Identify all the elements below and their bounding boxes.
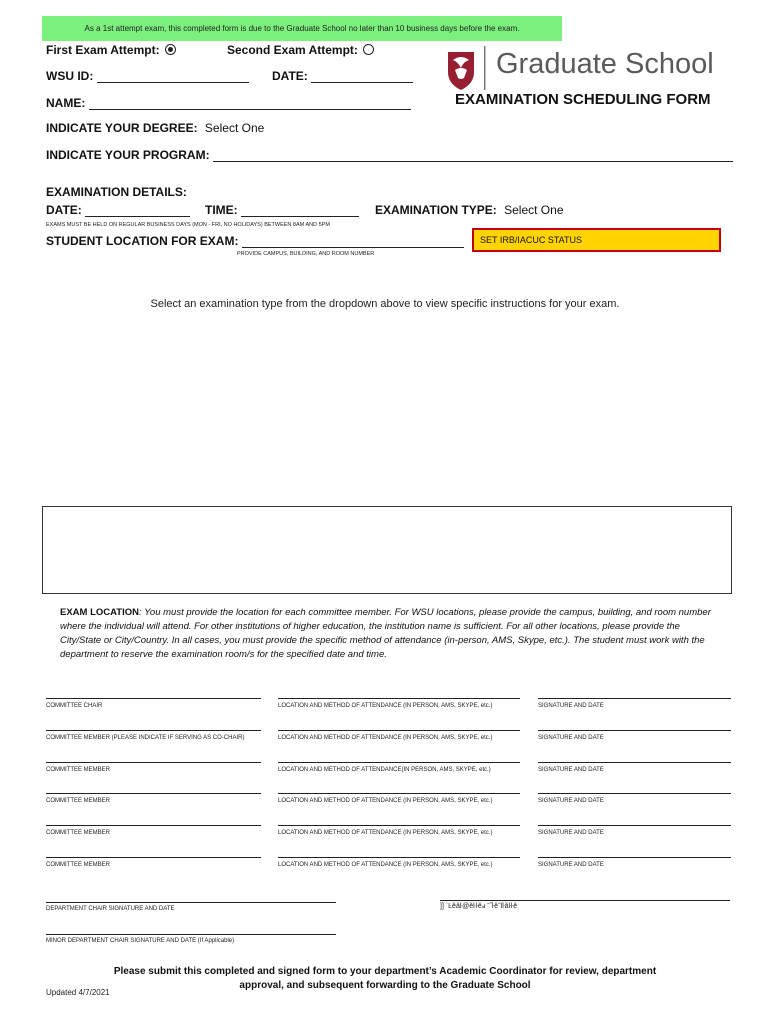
submission-line-1: Please submit this completed and signed form to your department’s Academic Coordinator for review, department <box>113 966 657 977</box>
irb-status-select[interactable] <box>472 228 721 252</box>
committee-signature-label: SIGNATURE AND DATE <box>538 735 604 741</box>
exam-details-heading: EXAMINATION DETAILS: <box>46 185 187 199</box>
wsu-id-input[interactable] <box>97 70 249 83</box>
exam-time-input[interactable] <box>241 204 359 217</box>
second-attempt-radio[interactable] <box>363 44 374 55</box>
degree-field[interactable] <box>46 121 264 135</box>
second-attempt-label: Second Exam Attempt: <box>227 43 358 57</box>
deadline-notice <box>42 16 562 41</box>
exam-date-input[interactable] <box>85 204 190 217</box>
degree-select[interactable]: Select One <box>204 121 265 135</box>
graduate-school-logo <box>446 44 726 92</box>
committee-location-line[interactable] <box>278 825 520 826</box>
exam-location-paragraph <box>60 606 720 662</box>
exam-date-field[interactable] <box>46 203 190 217</box>
exam-location-text: : You must provide the location for each committee member. For WSU locations, please provide the campus, building, and room number where the individual will attend. For other institutions of higher education, the institution name is sufficient. For all other locations, please provide the City/State or City/Country. In all cases, you must provide the specific method of attendance (in-person, AMS, Skype, etc.). The student must work with the department to reserve the examination room/s for the specified date and time. <box>60 607 711 660</box>
exam-time-field[interactable] <box>205 203 359 217</box>
minor-chair-signature-label: MINOR DEPARTMENT CHAIR SIGNATURE AND DATE (If Applicable) <box>46 938 235 944</box>
program-input[interactable] <box>213 149 733 162</box>
exam-instructions: Select an examination type from the dropdown above to view specific instructions for your exam. <box>150 298 620 310</box>
date-label: DATE: <box>272 69 308 83</box>
deadline-notice-text: As a 1st attempt exam, this completed form is due to the Graduate School no later than 10 business days before the exam. <box>84 24 520 33</box>
committee-location-line[interactable] <box>278 793 520 794</box>
committee-location-line[interactable] <box>278 762 520 763</box>
committee-role-line[interactable] <box>46 793 261 794</box>
committee-role-line[interactable] <box>46 825 261 826</box>
committee-signature-line[interactable] <box>538 857 731 858</box>
committee-location-label: LOCATION AND METHOD OF ATTENDANCE(IN PERSON, AMS, SKYPE, etc.) <box>278 767 491 773</box>
committee-role-label: COMMITTEE MEMBER <box>46 830 110 836</box>
program-field[interactable] <box>46 148 733 162</box>
exam-type-select[interactable]: Select One <box>504 203 564 217</box>
committee-role-label: COMMITTEE MEMBER (PLEASE INDICATE IF SERVING AS CO-CHAIR) <box>46 735 245 741</box>
wsu-id-field[interactable] <box>46 69 249 83</box>
garbled-signature-label: ]] `Ŀĕăŀ@ĕŀŀĕⅎ ˉ˝ŀĕˉĭŀăŀŀĕ <box>440 903 518 910</box>
minor-chair-signature-line[interactable] <box>46 934 336 935</box>
date-input[interactable] <box>311 70 413 83</box>
committee-role-label: COMMITTEE CHAIR <box>46 703 103 709</box>
committee-role-line[interactable] <box>46 698 261 699</box>
committee-signature-label: SIGNATURE AND DATE <box>538 767 604 773</box>
committee-location-label: LOCATION AND METHOD OF ATTENDANCE (IN PERSON, AMS, SKYPE, etc.) <box>278 862 493 868</box>
submission-line-2: approval, and subsequent forwarding to the Graduate School <box>239 980 531 991</box>
committee-role-label: COMMITTEE MEMBER <box>46 862 110 868</box>
exam-type-label: EXAMINATION TYPE: <box>375 203 497 217</box>
dept-chair-signature-line[interactable] <box>46 902 336 903</box>
exam-location-label: EXAM LOCATION <box>60 607 139 618</box>
committee-role-line[interactable] <box>46 857 261 858</box>
right-signature-line[interactable] <box>440 900 730 901</box>
committee-signature-line[interactable] <box>538 825 731 826</box>
student-location-input[interactable] <box>242 235 464 248</box>
degree-label: INDICATE YOUR DEGREE: <box>46 121 198 135</box>
date-field[interactable] <box>272 69 413 83</box>
committee-role-line[interactable] <box>46 730 261 731</box>
dept-chair-signature-label: DEPARTMENT CHAIR SIGNATURE AND DATE <box>46 906 175 912</box>
wsu-id-label: WSU ID: <box>46 69 94 83</box>
exam-date-label: DATE: <box>46 203 82 217</box>
committee-location-label: LOCATION AND METHOD OF ATTENDANCE (IN PERSON, AMS, SKYPE, etc.) <box>278 830 493 836</box>
committee-signature-line[interactable] <box>538 730 731 731</box>
committee-location-line[interactable] <box>278 698 520 699</box>
first-attempt-radio[interactable] <box>165 44 176 55</box>
exam-type-field[interactable] <box>375 203 564 217</box>
submission-instructions <box>0 965 770 993</box>
committee-location-label: LOCATION AND METHOD OF ATTENDANCE (IN PERSON, AMS, SKYPE, etc.) <box>278 703 493 709</box>
committee-signature-line[interactable] <box>538 698 731 699</box>
committee-signature-label: SIGNATURE AND DATE <box>538 862 604 868</box>
committee-signature-label: SIGNATURE AND DATE <box>538 798 604 804</box>
student-location-label: STUDENT LOCATION FOR EXAM: <box>46 234 239 248</box>
location-note: PROVIDE CAMPUS, BUILDING, AND ROOM NUMBER <box>237 251 375 257</box>
committee-location-label: LOCATION AND METHOD OF ATTENDANCE (IN PERSON, AMS, SKYPE, etc.) <box>278 735 493 741</box>
committee-signature-line[interactable] <box>538 793 731 794</box>
exam-time-label: TIME: <box>205 203 238 217</box>
committee-location-label: LOCATION AND METHOD OF ATTENDANCE (IN PERSON, AMS, SKYPE, etc.) <box>278 798 493 804</box>
committee-role-label: COMMITTEE MEMBER <box>46 767 110 773</box>
form-title: EXAMINATION SCHEDULING FORM <box>455 91 711 108</box>
updated-date: Updated 4/7/2021 <box>46 988 110 997</box>
student-location-field[interactable] <box>46 234 464 248</box>
name-field[interactable] <box>46 96 411 110</box>
committee-location-line[interactable] <box>278 730 520 731</box>
committee-signature-label: SIGNATURE AND DATE <box>538 830 604 836</box>
program-label: INDICATE YOUR PROGRAM: <box>46 148 210 162</box>
name-input[interactable] <box>89 97 411 110</box>
committee-role-label: COMMITTEE MEMBER <box>46 798 110 804</box>
committee-signature-label: SIGNATURE AND DATE <box>538 703 604 709</box>
committee-signature-line[interactable] <box>538 762 731 763</box>
irb-status-label: SET IRB/IACUC STATUS <box>480 235 583 245</box>
logo-text: Graduate School <box>496 48 714 80</box>
exam-specific-instructions-box <box>42 506 732 594</box>
first-attempt-label: First Exam Attempt: <box>46 43 160 57</box>
business-days-note: EXAMS MUST BE HELD ON REGULAR BUSINESS DAYS (MON - FRI, NO HOLIDAYS) BETWEEN 8AM AND 5PM <box>46 222 330 228</box>
second-attempt-option[interactable] <box>227 43 374 57</box>
first-attempt-option[interactable] <box>46 43 176 57</box>
name-label: NAME: <box>46 96 86 110</box>
committee-role-line[interactable] <box>46 762 261 763</box>
committee-location-line[interactable] <box>278 857 520 858</box>
